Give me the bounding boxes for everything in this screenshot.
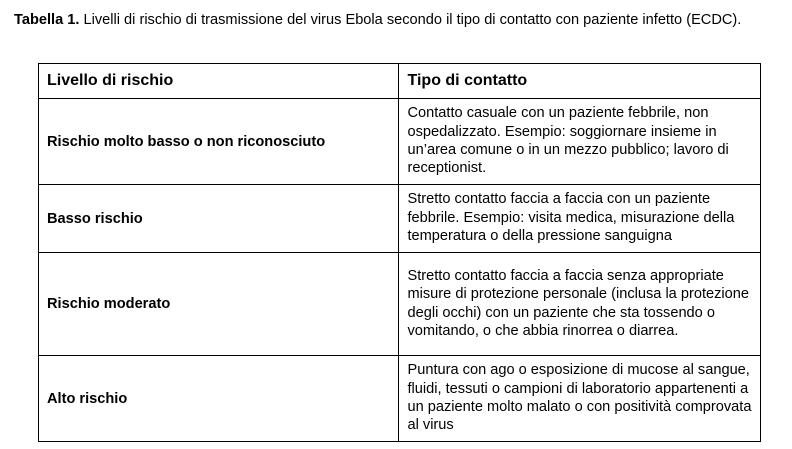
risk-level-cell: Rischio molto basso o non riconosciuto (39, 99, 399, 185)
table-row (39, 185, 761, 253)
table-row (39, 253, 761, 356)
contact-type-cell: Stretto contatto faccia a faccia senza appropriate misure di protezione personale (inclusa la protezione degli occhi) con un paziente che sta tossendo o vomitando, o che abbia rinorrea o diarrea. (399, 253, 761, 356)
table-caption (14, 12, 784, 29)
table-row (39, 99, 761, 185)
risk-level-cell: Rischio moderato (39, 253, 399, 356)
contact-type-cell: Puntura con ago o esposizione di mucose al sangue, fluidi, tessuti o campioni di laboratorio appartenenti a un paziente molto malato o con positività comprovata al virus (399, 356, 761, 442)
caption-label: Tabella 1. (14, 12, 80, 28)
table-header-row (39, 64, 761, 99)
risk-level-cell: Basso rischio (39, 185, 399, 253)
risk-level-cell: Alto rischio (39, 356, 399, 442)
header-risk-level: Livello di rischio (39, 64, 399, 99)
contact-type-cell: Contatto casuale con un paziente febbrile, non ospedalizzato. Esempio: soggiornare insieme in un’area comune o in un mezzo pubblico; lavoro di receptionist. (399, 99, 761, 185)
caption-text: Livelli di rischio di trasmissione del virus Ebola secondo il tipo di contatto con paziente infetto (ECDC). (79, 12, 742, 28)
contact-type-cell: Stretto contatto faccia a faccia con un paziente febbrile. Esempio: visita medica, misurazione della temperatura o della pressione sanguigna (399, 185, 761, 253)
table-row (39, 356, 761, 442)
header-contact-type: Tipo di contatto (399, 64, 761, 99)
risk-table (38, 63, 761, 442)
